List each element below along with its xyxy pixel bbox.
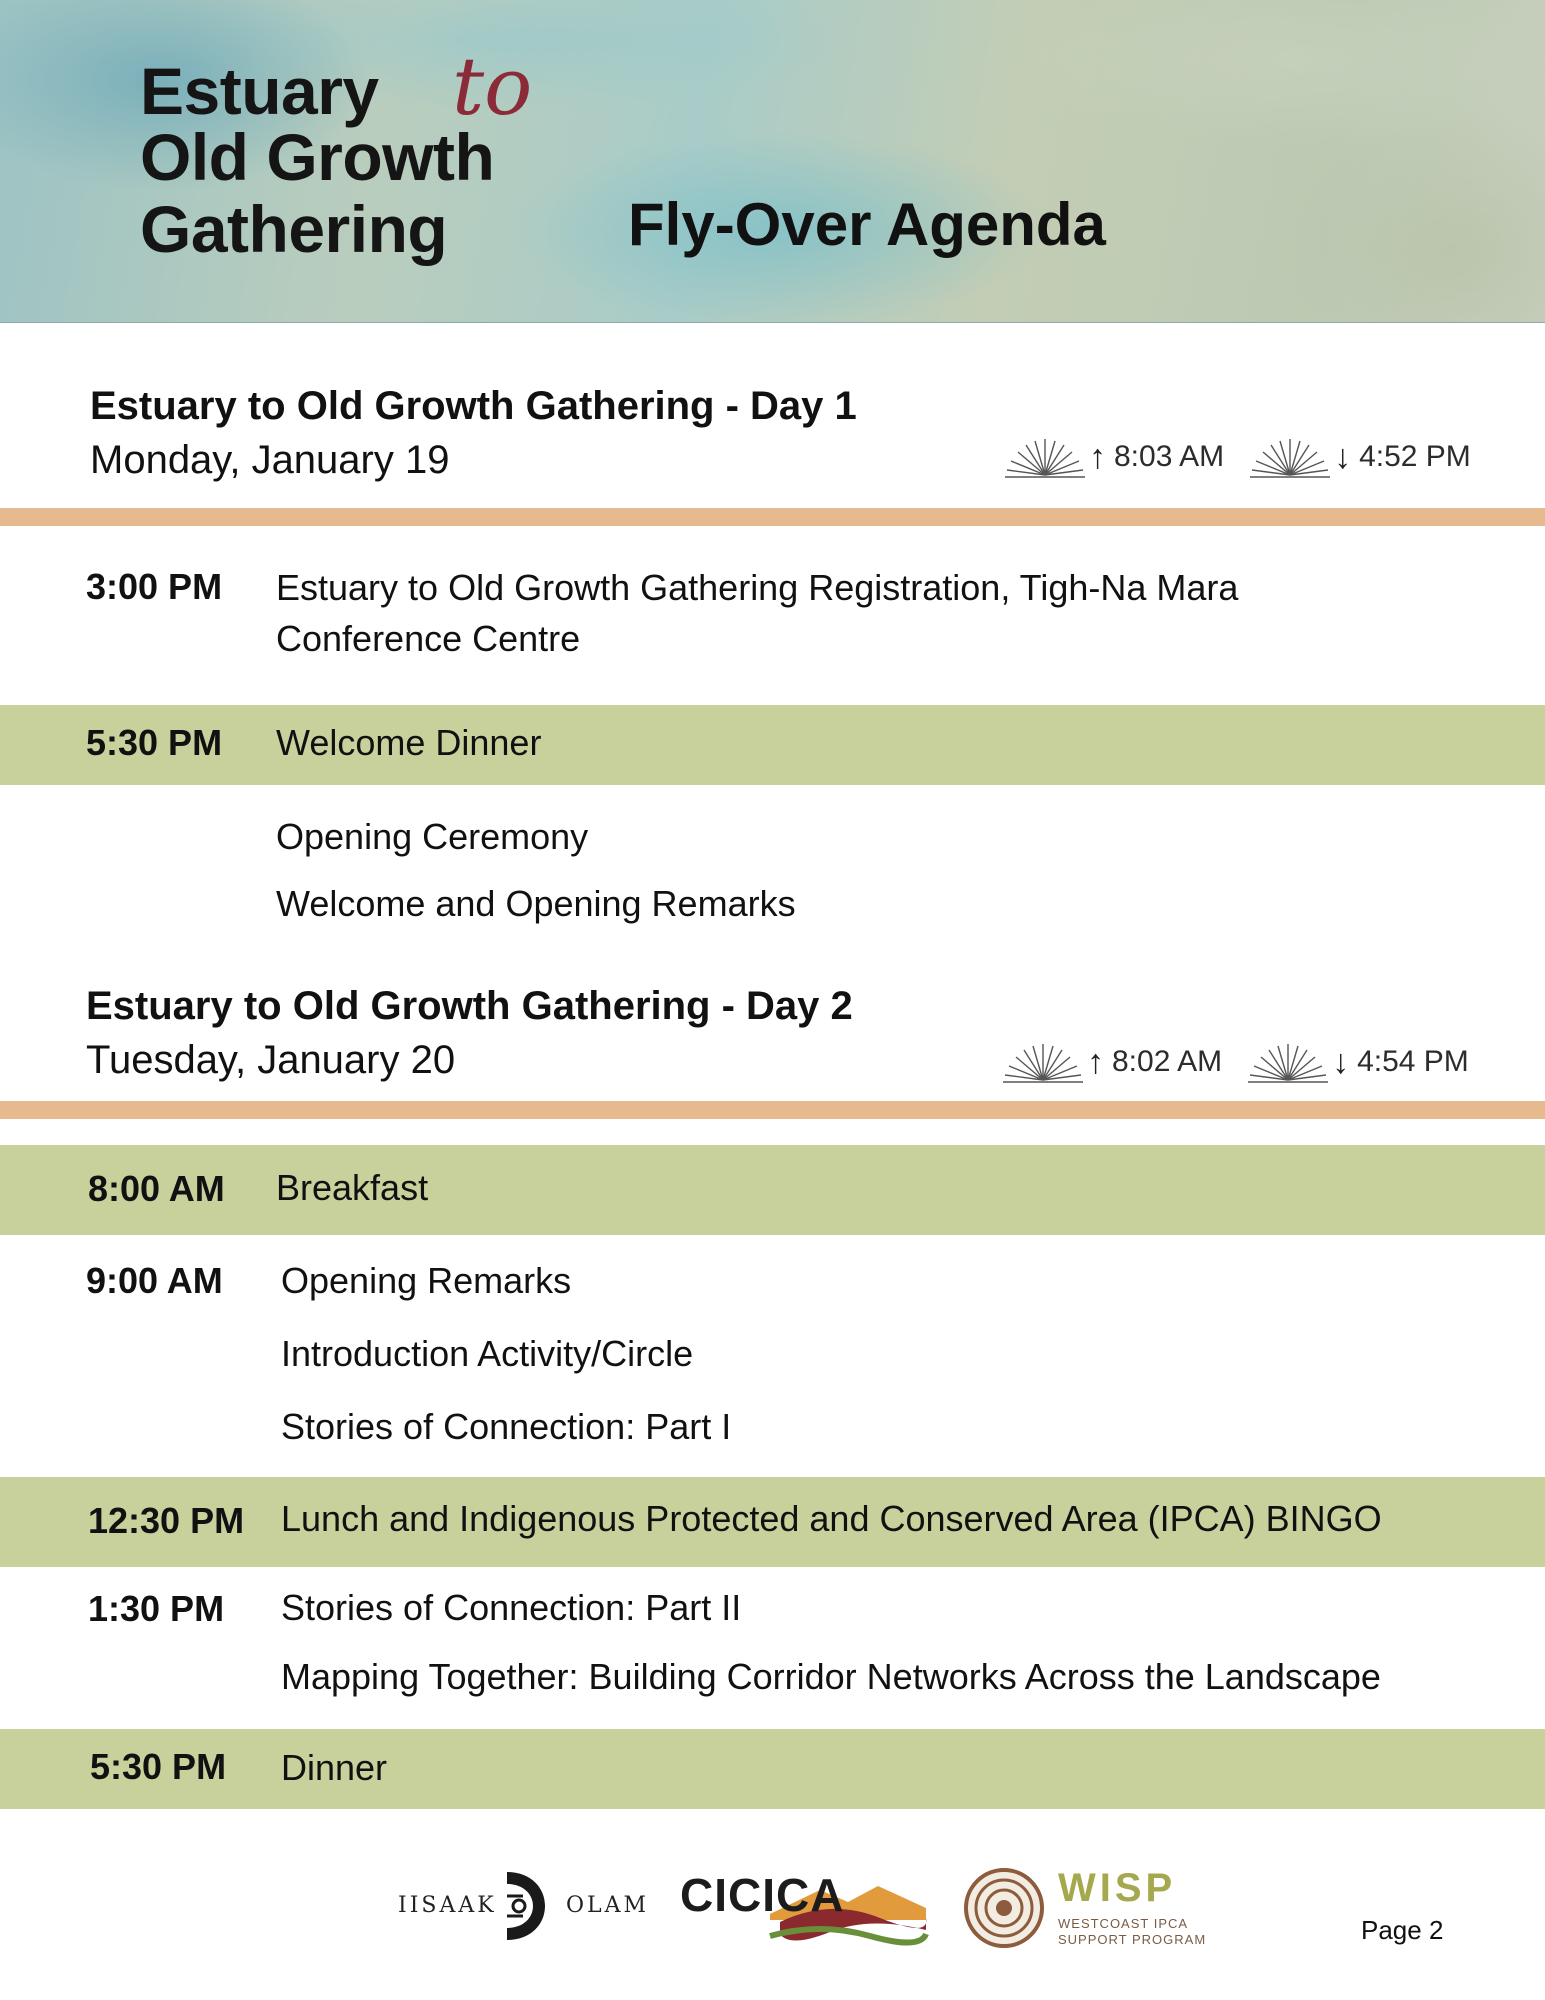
day1-item1-line2: Conference Centre	[276, 618, 581, 659]
day1-date: Monday, January 19	[90, 438, 450, 482]
iisaak-olam-logo	[398, 1860, 648, 1950]
sunrise-icon	[1005, 435, 1085, 479]
day1-divider	[0, 508, 1545, 526]
sunrise-icon	[1003, 1040, 1083, 1084]
day2-divider	[0, 1101, 1545, 1119]
page-title: Fly-Over Agenda	[628, 191, 1106, 258]
day2-item2-line2: Introduction Activity/Circle	[281, 1333, 694, 1374]
down-arrow-icon: ↓	[1332, 1042, 1350, 1081]
day2-item5-time: 5:30 PM	[90, 1746, 227, 1787]
sunset-icon	[1250, 435, 1330, 479]
raven-icon	[501, 1868, 551, 1944]
day2-item2-line3: Stories of Connection: Part I	[281, 1406, 732, 1447]
cicica-logo	[680, 1860, 930, 1950]
day2-item3-line1: Lunch and Indigenous Protected and Conserved Area (IPCA) BINGO	[281, 1498, 1382, 1539]
logo2-text: CICICA	[680, 1869, 845, 1921]
day1-item2-line1: Welcome Dinner	[276, 722, 542, 763]
up-arrow-icon: ↑	[1087, 1042, 1104, 1081]
day2-item2-line1: Opening Remarks	[281, 1260, 572, 1301]
day2-item1-line1: Breakfast	[276, 1167, 429, 1208]
day1-title: Estuary to Old Growth Gathering - Day 1	[90, 384, 857, 428]
day2-item5-line1: Dinner	[281, 1747, 388, 1788]
down-arrow-icon: ↓	[1334, 437, 1352, 476]
logo3-sub1: WESTCOAST IPCA	[1058, 1916, 1189, 1931]
logo1-left: IISAAK	[398, 1893, 497, 1918]
day2-date: Tuesday, January 20	[86, 1038, 456, 1082]
logo3-title: WISP	[1058, 1866, 1177, 1910]
day2-item4-time: 1:30 PM	[88, 1588, 225, 1629]
sunset-icon	[1248, 1040, 1328, 1084]
logo3-sub2: SUPPORT PROGRAM	[1058, 1932, 1207, 1947]
day1-sunrise: 8:03 AM	[1114, 440, 1225, 473]
day1-dinner-band	[0, 705, 1545, 785]
day2-item3-time: 12:30 PM	[88, 1500, 245, 1541]
day1-item3-line1: Opening Ceremony	[276, 816, 589, 857]
day2-item1-time: 8:00 AM	[88, 1168, 225, 1209]
day2-sun-times	[1003, 1039, 1469, 1085]
day2-sunset: 4:54 PM	[1357, 1045, 1469, 1078]
logo-to: to	[452, 40, 533, 133]
logo1-right: OLAM	[566, 1893, 650, 1918]
day1-item2-time: 5:30 PM	[86, 722, 223, 763]
day2-item2-time: 9:00 AM	[86, 1260, 223, 1301]
day2-item4-line1: Stories of Connection: Part II	[281, 1587, 742, 1628]
logo-line-2: Old Growth	[140, 120, 495, 194]
day1-item1-line1: Estuary to Old Growth Gathering Registration, Tigh-Na Mara	[276, 567, 1239, 608]
day1-sunset: 4:52 PM	[1359, 440, 1471, 473]
up-arrow-icon: ↑	[1089, 437, 1106, 476]
logo-line-1: Estuary	[140, 54, 379, 128]
day1-sun-times	[1005, 434, 1471, 480]
page-number: Page 2	[1361, 1915, 1444, 1945]
day1-item3-line2: Welcome and Opening Remarks	[276, 883, 796, 924]
day2-sunrise: 8:02 AM	[1112, 1045, 1223, 1078]
day2-item4-line2: Mapping Together: Building Corridor Networks Across the Landscape	[281, 1656, 1381, 1697]
day2-dinner-band	[0, 1729, 1545, 1809]
header-banner	[0, 0, 1545, 323]
day2-breakfast-band	[0, 1145, 1545, 1235]
day2-title: Estuary to Old Growth Gathering - Day 2	[86, 984, 853, 1028]
tree-ring-icon	[962, 1866, 1046, 1950]
logo-line-3: Gathering	[140, 192, 448, 266]
day1-item1-time: 3:00 PM	[86, 566, 223, 607]
wisp-logo	[962, 1860, 1212, 1950]
